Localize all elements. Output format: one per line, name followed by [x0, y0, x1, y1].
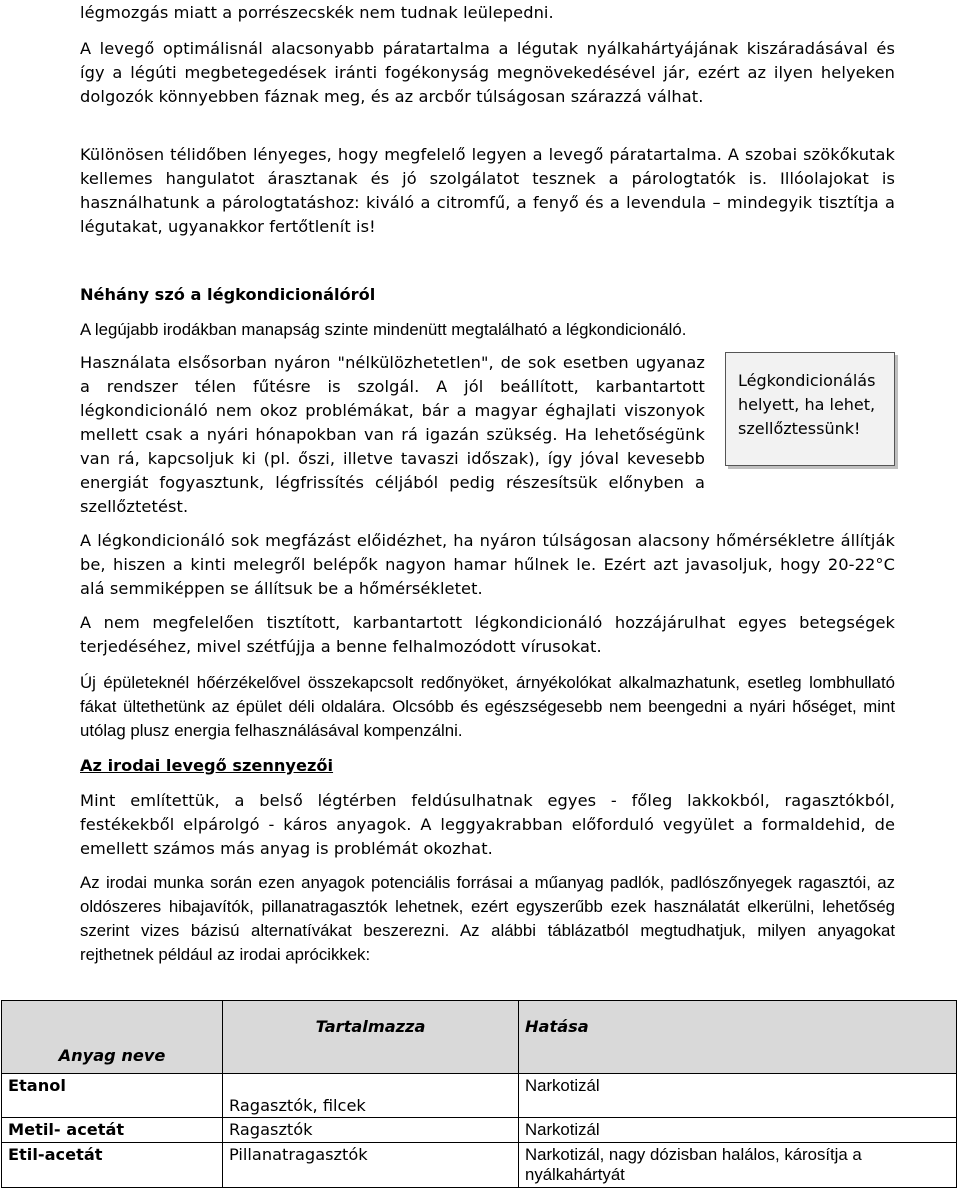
header-contains: Tartalmazza — [223, 1001, 519, 1074]
paragraph-new-buildings: Új épületeknél hőérzékelővel összekapcsolt redőnyöket, árnyékolókat alkalmazhatunk, esetleg lombhullató fákat ültethetünk az épület déli oldalára. Olcsóbb és egészségesebb nem beengedni a nyári hőséget, mint utólag plusz energia felhasználásával kompenzálni. — [80, 673, 895, 740]
table-row — [2, 1074, 957, 1118]
callout-line-1: Légkondicionálás — [738, 371, 876, 390]
paragraph-office-sources: Az irodai munka során ezen anyagok potenciális forrásai a műanyag padlók, padlószőnyegek ragasztói, az oldószeres hibajavítók, pillanatragasztók lehetnek, ezért egyszerűbb ezek használatát elkerülni, lehetőség szerint vizes bázisú alternatívákat beszerezni. Az alábbi táblázatból megtudhatjuk, milyen anyagokat rejthetnek például az irodai aprócikkek: — [80, 873, 895, 964]
cell-effect: Narkotizál — [519, 1074, 957, 1118]
table-header-row — [2, 1001, 957, 1074]
cell-effect: Narkotizál — [519, 1118, 957, 1143]
paragraph-humidity: A levegő optimálisnál alacsonyabb páratartalma a légutak nyálkahártyájának kiszáradásával és így a légúti megbetegedések iránti fogékonyság megnövekedésével jár, ezért az ilyen helyeken dolgozók könnyebben fáznak meg, és az arcbőr túlságosan szárazzá válhat. — [80, 39, 895, 106]
cell-substance: Metil- acetát — [2, 1118, 223, 1143]
cell-contains: Ragasztók, filcek — [223, 1074, 519, 1118]
ac-usage-section — [80, 351, 895, 519]
paragraph-pollutants: Mint említettük, a belső légtérben feldúsulhatnak egyes - főleg lakkokból, ragasztókból, festékekből elpárolgó - káros anyagok. A leggyakrabban előforduló vegyület a formaldehid, de emellett számos más anyag is problémát okozhat. — [80, 791, 895, 858]
callout-box — [725, 352, 895, 466]
paragraph-ac-intro: A legújabb irodákban manapság szinte mindenütt megtalálható a légkondicionáló. — [80, 320, 687, 339]
paragraph-ac-usage: Használata elsősorban nyáron "nélkülözhetetlen", de sok esetben ugyanaz a rendszer télen fűtésre is szolgál. A jól beállított, karbantartott légkondicionáló nem okoz problémákat, bár a magyar éghajlati viszonyok mellett csak a nyári hónapokban van rá igazán szükség. Ha lehetőségünk van rá, kapcsoljuk ki (pl. őszi, illetve tavaszi időszak), így jóval kevesebb energiát fogyasztunk, légfrissítés céljából pedig részesítsük előnyben a szellőztetést. — [80, 353, 705, 516]
heading-air-conditioning: Néhány szó a légkondicionálóról — [80, 285, 376, 304]
substances-table — [1, 1000, 957, 1188]
callout-line-2: helyett, ha lehet, — [738, 395, 876, 414]
cell-contains: Ragasztók — [223, 1118, 519, 1143]
cell-contains: Pillanatragasztók — [223, 1143, 519, 1188]
paragraph-ac-cold: A légkondicionáló sok megfázást előidézhet, ha nyáron túlságosan alacsony hőmérsékletre állítják be, hiszen a kinti melegről belépők nagyon hamar hűlnek le. Ezért azt javasoljuk, hogy 20-22°C alá semmiképpen se állítsuk be a hőmérsékletet. — [80, 531, 895, 598]
table-row — [2, 1118, 957, 1143]
cell-substance: Etanol — [2, 1074, 223, 1118]
header-effect: Hatása — [519, 1001, 957, 1074]
paragraph-winter-humidity: Különösen télidőben lényeges, hogy megfelelő legyen a levegő páratartalma. A szobai szökőkutak kellemes hangulatot árasztanak és jó szolgálatot tesznek a párologtatók is. Illóolajokat is használhatunk a párologtatáshoz: kiváló a citromfű, a fenyő és a levendula – mindegyik tisztítja a légutakat, ugyanakkor fertőtlenít is! — [80, 145, 895, 236]
callout-line-3: szellőztessünk! — [738, 419, 861, 438]
cell-substance: Etil-acetát — [2, 1143, 223, 1188]
table-row — [2, 1143, 957, 1188]
paragraph-ac-maintenance: A nem megfelelően tisztított, karbantartott légkondicionáló hozzájárulhat egyes betegségek terjedéséhez, mivel szétfújja a benne felhalmozódott vírusokat. — [80, 613, 895, 656]
heading-air-pollutants: Az irodai levegő szennyezői — [80, 756, 334, 775]
paragraph-intro-tail: légmozgás miatt a porrészecskék nem tudnak leülepedni. — [80, 3, 554, 22]
header-substance-name: Anyag neve — [2, 1001, 223, 1074]
cell-effect: Narkotizál, nagy dózisban halálos, károsítja a nyálkahártyát — [519, 1143, 957, 1188]
